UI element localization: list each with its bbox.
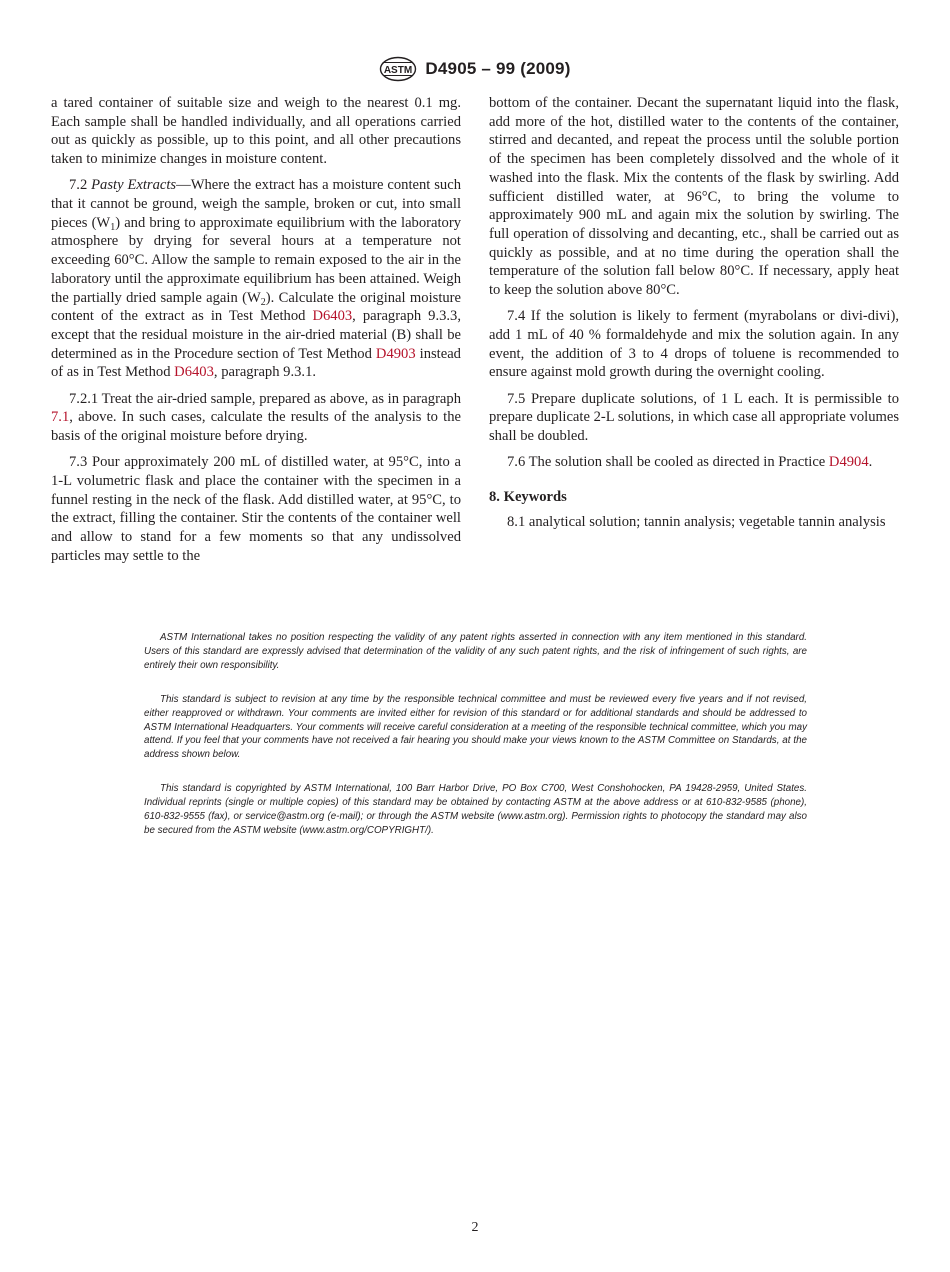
link-d6403-second[interactable]: D6403 bbox=[174, 364, 214, 381]
copyright-notice: This standard is copyrighted by ASTM International, 100 Barr Harbor Drive, PO Box C700, West Conshohocken, PA 19428-2959, United States. Individual reprints (single or multiple copies) of this standard may be obtained by contacting ASTM at the above address or at 610-832-9585 (phone), 610-832-9555 (fax), or service@astm.org (e-mail); or through the ASTM website (www.astm.org). Permission rights to photocopy the standard may also be secured from the ASTM website (www.astm.org/COPYRIGHT/). bbox=[144, 783, 807, 836]
link-d6403[interactable]: D6403 bbox=[312, 308, 353, 325]
astm-logo-text: ASTM bbox=[384, 65, 413, 76]
right-column bbox=[489, 94, 899, 539]
section-8-heading: 8. Keywords bbox=[489, 488, 567, 505]
paragraph-7-1-continued: a tared container of suitable size and weigh to the nearest 0.1 mg. Each sample shall be handled individually, and all operations carried out as quickly as possible, up to this point, and all other precautions taken to minimize changes in moisture content. bbox=[51, 95, 461, 168]
revision-notice: This standard is subject to revision at any time by the responsible technical committee and must be reviewed every five years and if not revised, either reapproved or withdrawn. Your comments are invited either for revision of this standard or for additional standards and should be addressed to ASTM International Headquarters. Your comments will receive careful consideration at a meeting of the responsible technical committee, which you may attend. If you feel that your comments have not received a fair hearing you should make your views known to the ASTM Committee on Standards, at the address shown below. bbox=[144, 693, 807, 761]
paragraph-7-4: 7.4 If the solution is likely to ferment (myrabolans or divi-divi), add 1 mL of 40 % formaldehyde and mix the solution again. In any event, the addition of 3 to 4 drops of toluene is recommended to ensure against mold growth during the overnight cooling. bbox=[489, 308, 899, 381]
page-header bbox=[0, 56, 950, 87]
document-designation: D4905 – 99 (2009) bbox=[425, 59, 571, 78]
paragraph-7-3-continued: bottom of the container. Decant the supernatant liquid into the flask, add more of the hot, distilled water to the contents of the container, stirred and decanted, and repeat the process until the soluble portion of the specimen has been completely dissolved and the whole of it washed into the flask. Mix the contents of the flask by swirling. Add sufficient distilled water, at 96°C, to bring the volume to approximately 900 mL and again mix the solution by swirling. The full operation of dissolving and decanting, etc., shall be carried out as quickly as possible, and at no time during the operation shall the temperature of the solution fall below 80°C. If necessary, apply heat to keep the solution above 80°C. bbox=[489, 95, 899, 299]
paragraph-8-1: 8.1 analytical solution; tannin analysis; vegetable tannin analysis bbox=[507, 513, 886, 530]
footnotes bbox=[144, 631, 807, 858]
paragraph-7-6: 7.6 The solution shall be cooled as directed in Practice D4904. bbox=[507, 454, 873, 471]
paragraph-7-2-1: 7.2.1 Treat the air-dried sample, prepared as above, as in paragraph 7.1, above. In such cases, calculate the results of the analysis to the basis of the original moisture before drying. bbox=[51, 390, 461, 444]
link-d4903[interactable]: D4903 bbox=[375, 345, 416, 362]
link-d4904[interactable]: D4904 bbox=[828, 454, 869, 471]
left-column bbox=[51, 94, 461, 573]
paragraph-7-5: 7.5 Prepare duplicate solutions, of 1 L each. It is permissible to prepare duplicate 2-L solutions, in which case all appropriate volumes shall be doubled. bbox=[489, 390, 899, 444]
paragraph-7-2: 7.2 Pasty Extracts—Where the extract has a moisture content such that it cannot be ground, weigh the sample, broken or cut, into small pieces $(W_1)$ and bring to approximate equilibrium with the laboratory atmosphere by drying for several hours at a temperature not exceeding 60°C. Allow the sample to remain exposed to the air in the laboratory until the approximate equilibrium has been attained. Weigh the partially dried sample again $(W_2)$. Calculate the original moisture content of the extract as in Test Method D6403, paragraph 9.3.3, except that the residual moisture in the air-dried material (B) shall be determined as in the Procedure section of Test Method D4903 instead of as in Test Method D6403, paragraph 9.3.1. bbox=[51, 177, 462, 381]
paragraph-7-3: 7.3 Pour approximately 200 mL of distilled water, at 95°C, into a 1-L volumetric flask and place the container with the specimen in a funnel resting in the neck of the flask. Add distilled water, at 95°C, to the extract, filling the container. Stir the contents of the container well and allow to stand for a few moments so that any undissolved particles may settle to the bbox=[51, 454, 461, 564]
page-number: 2 bbox=[471, 1220, 479, 1235]
patent-notice: ASTM International takes no position respecting the validity of any patent rights asserted in connection with any item mentioned in this standard. Users of this standard are expressly advised that determination of the validity of any such patent rights, and the risk of infringement of such rights, are entirely their own responsibility. bbox=[144, 632, 807, 671]
link-7-1[interactable]: 7.1 bbox=[51, 409, 70, 426]
astm-logo-icon bbox=[379, 56, 417, 82]
